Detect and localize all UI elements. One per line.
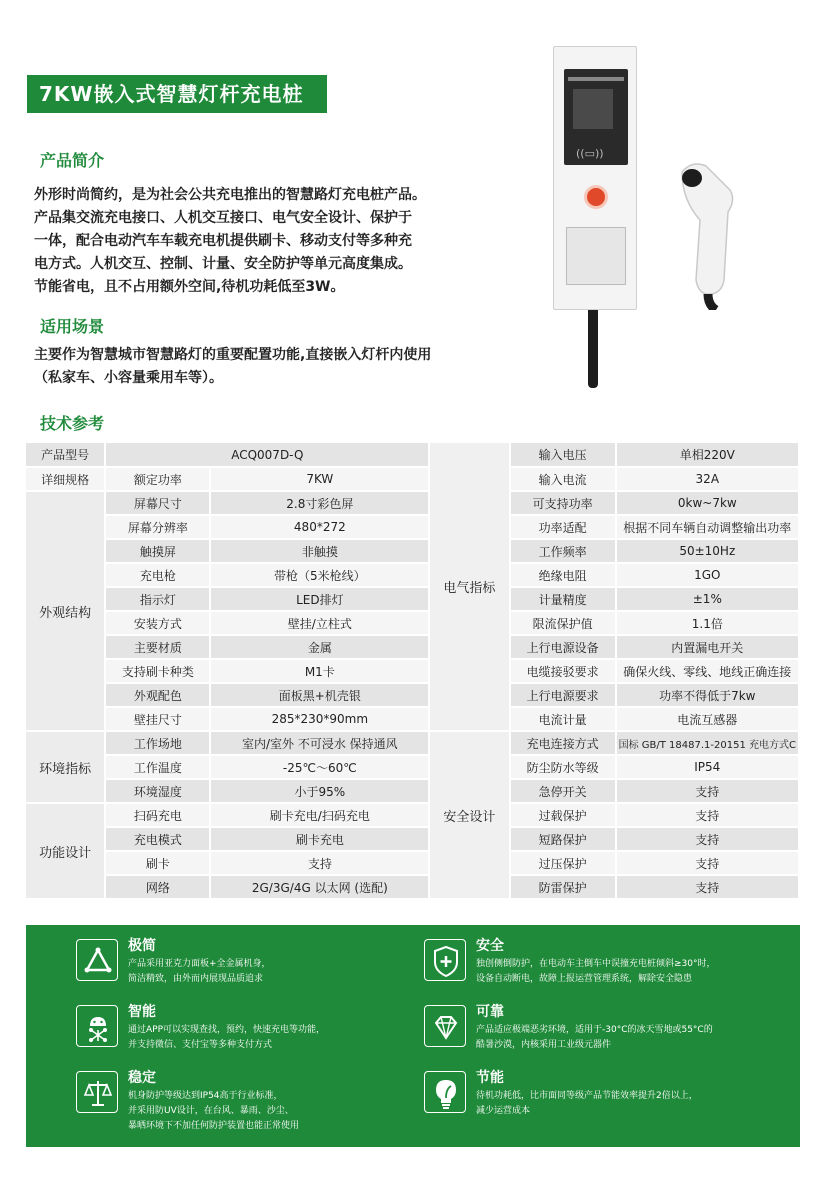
spec-key: 输入电流	[510, 467, 616, 491]
table-row	[26, 539, 799, 563]
scene-heading: 适用场景	[40, 317, 105, 336]
feature-title: 稳定	[128, 1070, 156, 1086]
features-panel	[26, 925, 800, 1147]
charging-plug-icon	[672, 160, 736, 310]
spec-key: 急停开关	[510, 779, 616, 803]
spec-value: 7KW	[210, 467, 429, 491]
spec-value: 面板黑+机壳银	[210, 683, 429, 707]
scene-line: （私家车、小容量乘用车等）。	[34, 370, 223, 386]
table-row	[26, 851, 799, 875]
intro-line: 节能省电，且不占用额外空间,待机功耗低至3W。	[34, 279, 345, 295]
table-row	[26, 515, 799, 539]
intro-line: 外形时尚简约，是为社会公共充电推出的智慧路灯充电桩产品。	[34, 187, 426, 203]
spec-key: 绝缘电阻	[510, 563, 616, 587]
spec-value: 支持	[616, 803, 799, 827]
feature-line: 设备自动断电，故障上报运营管理系统，解除安全隐患	[476, 974, 693, 984]
table-row	[26, 467, 799, 491]
intro-line: 电方式。人机交互、控制、计量、安全防护等单元高度集成。	[34, 256, 412, 272]
spec-value: 国标 GB/T 18487.1-20151 充电方式C	[616, 731, 799, 755]
table-row	[26, 587, 799, 611]
feature-description	[128, 957, 428, 987]
spec-value: 功率不得低于7kw	[616, 683, 799, 707]
table-row	[26, 443, 799, 467]
feature-description	[128, 1023, 428, 1053]
spec-value: 电流互感器	[616, 707, 799, 731]
diamond-icon	[424, 1005, 466, 1047]
spec-key: 指示灯	[105, 587, 210, 611]
device-socket	[566, 227, 626, 285]
spec-key: 额定功率	[105, 467, 210, 491]
table-row	[26, 755, 799, 779]
table-row	[26, 491, 799, 515]
spec-key: 计量精度	[510, 587, 616, 611]
table-row	[26, 731, 799, 755]
spec-value: 刷卡充电/扫码充电	[210, 803, 429, 827]
feature-title: 节能	[476, 1070, 504, 1086]
spec-value: 支持	[616, 875, 799, 899]
intro-line: 一体，配合电动汽车车载充电机提供刷卡、移动支付等多种充	[34, 233, 412, 249]
spec-key: 工作频率	[510, 539, 616, 563]
spec-key: 上行电源要求	[510, 683, 616, 707]
android-network-icon	[76, 1005, 118, 1047]
leaf-bulb-icon	[424, 1071, 466, 1113]
spec-key: 功率适配	[510, 515, 616, 539]
spec-key: 电流计量	[510, 707, 616, 731]
model-value: ACQ007D-Q	[105, 443, 429, 467]
spec-key: 防尘防水等级	[510, 755, 616, 779]
spec-value: 支持	[616, 851, 799, 875]
nfc-icon: ((▭))	[576, 147, 604, 160]
table-row	[26, 803, 799, 827]
spec-table	[26, 443, 800, 900]
table-row	[26, 635, 799, 659]
spec-key: 屏幕分辨率	[105, 515, 210, 539]
feature-description	[476, 1023, 776, 1053]
spec-key: 安装方式	[105, 611, 210, 635]
shield-plus-icon	[424, 939, 466, 981]
spec-value: 50±10Hz	[616, 539, 799, 563]
feature-title: 可靠	[476, 1004, 504, 1020]
feature-title: 安全	[476, 938, 504, 954]
spec-key: 限流保护值	[510, 611, 616, 635]
spec-key: 主要材质	[105, 635, 210, 659]
spec-value: 壁挂/立柱式	[210, 611, 429, 635]
spec-key: 充电连接方式	[510, 731, 616, 755]
spec-key: 刷卡	[105, 851, 210, 875]
spec-value: 室内/室外 不可浸水 保持通风	[210, 731, 429, 755]
detail-label: 详细规格	[26, 467, 105, 491]
spec-key: 输入电压	[510, 443, 616, 467]
table-row	[26, 611, 799, 635]
table-row	[26, 875, 799, 899]
spec-key: 环境湿度	[105, 779, 210, 803]
spec-key: 充电枪	[105, 563, 210, 587]
table-row	[26, 779, 799, 803]
feature-title: 智能	[128, 1004, 156, 1020]
spec-value: 480*272	[210, 515, 429, 539]
group-appearance: 外观结构	[26, 491, 105, 731]
device-label-strip	[568, 77, 624, 81]
spec-value: -25℃～60℃	[210, 755, 429, 779]
spec-value: 刷卡充电	[210, 827, 429, 851]
feature-line: 独创侧倒防护，在电动车主倒车中误撞充电桩倾斜≥30°时，	[476, 959, 716, 969]
table-row	[26, 707, 799, 731]
spec-key: 充电模式	[105, 827, 210, 851]
spec-value: 确保火线、零线、地线正确连接	[616, 659, 799, 683]
feature-line: 减少运营成本	[476, 1106, 531, 1116]
group-environment: 环境指标	[26, 731, 105, 803]
feature-line: 产品采用亚克力面板+全金属机身，	[128, 959, 271, 969]
scene-text	[34, 344, 431, 390]
intro-text	[34, 184, 426, 299]
spec-key: 可支持功率	[510, 491, 616, 515]
feature-line: 并支持微信、支付宝等多种支付方式	[128, 1040, 273, 1050]
emergency-stop-icon	[584, 185, 608, 209]
spec-key: 壁挂尺寸	[105, 707, 210, 731]
spec-key: 屏幕尺寸	[105, 491, 210, 515]
table-row	[26, 683, 799, 707]
balance-scale-icon	[76, 1071, 118, 1113]
spec-key: 过压保护	[510, 851, 616, 875]
feature-description	[476, 1089, 776, 1119]
feature-line: 机身防护等级达到IP54高于行业标准，	[128, 1091, 283, 1101]
feature-line: 通过APP可以实现查找，预约，快速充电等功能，	[128, 1025, 326, 1035]
spec-value: 小于95%	[210, 779, 429, 803]
feature-line: 待机功耗低，比市面同等级产品节能效率提升2倍以上，	[476, 1091, 698, 1101]
triangle-nodes-icon	[76, 939, 118, 981]
spec-value: 1.1倍	[616, 611, 799, 635]
group-electrical: 电气指标	[429, 443, 509, 731]
table-row	[26, 659, 799, 683]
model-label: 产品型号	[26, 443, 105, 467]
spec-key: 上行电源设备	[510, 635, 616, 659]
spec-value: M1卡	[210, 659, 429, 683]
spec-key: 电缆接驳要求	[510, 659, 616, 683]
spec-value: 285*230*90mm	[210, 707, 429, 731]
intro-heading: 产品简介	[40, 151, 105, 170]
spec-key: 工作场地	[105, 731, 210, 755]
feature-line: 并采用防UV设计，在台风、暴雨、沙尘、	[128, 1106, 294, 1116]
spec-value: 根据不同车辆自动调整输出功率	[616, 515, 799, 539]
spec-value: 带枪（5米枪线）	[210, 563, 429, 587]
spec-value: 2.8寸彩色屏	[210, 491, 429, 515]
charger-device-image	[553, 46, 637, 310]
spec-value: 单相220V	[616, 443, 799, 467]
spec-key: 防雷保护	[510, 875, 616, 899]
tech-heading: 技术参考	[40, 414, 105, 433]
device-screen	[573, 89, 613, 129]
spec-value: 2G/3G/4G 以太网 (选配)	[210, 875, 429, 899]
feature-line: 暴晒环境下不加任何防护装置也能正常使用	[128, 1121, 300, 1131]
spec-value: 1GO	[616, 563, 799, 587]
feature-description	[476, 957, 776, 987]
feature-line: 酷暑沙漠，内核采用工业级元器件	[476, 1040, 612, 1050]
spec-key: 扫码充电	[105, 803, 210, 827]
group-safety: 安全设计	[429, 731, 509, 899]
spec-value: 非触摸	[210, 539, 429, 563]
page-title: 7KW嵌入式智慧灯杆充电桩	[27, 75, 327, 113]
spec-value: ±1%	[616, 587, 799, 611]
spec-key: 外观配色	[105, 683, 210, 707]
feature-line: 简洁精致，由外而内展现品质追求	[128, 974, 264, 984]
spec-value: 金属	[210, 635, 429, 659]
spec-key: 网络	[105, 875, 210, 899]
spec-value: 0kw~7kw	[616, 491, 799, 515]
spec-value: 内置漏电开关	[616, 635, 799, 659]
spec-key: 短路保护	[510, 827, 616, 851]
spec-value: 支持	[210, 851, 429, 875]
spec-value: 支持	[616, 827, 799, 851]
spec-value: IP54	[616, 755, 799, 779]
group-function: 功能设计	[26, 803, 105, 899]
table-row	[26, 563, 799, 587]
spec-value: LED排灯	[210, 587, 429, 611]
spec-key: 支持刷卡种类	[105, 659, 210, 683]
feature-title: 极简	[128, 938, 156, 954]
scene-line: 主要作为智慧城市智慧路灯的重要配置功能,直接嵌入灯杆内使用	[34, 347, 432, 363]
spec-value: 32A	[616, 467, 799, 491]
table-row	[26, 827, 799, 851]
intro-line: 产品集交流充电接口、人机交互接口、电气安全设计、保护于	[34, 210, 412, 226]
spec-value: 支持	[616, 779, 799, 803]
spec-key: 触摸屏	[105, 539, 210, 563]
feature-line: 产品适应极端恶劣环境，适用于-30°C的冰天雪地或55°C的	[476, 1025, 713, 1035]
spec-key: 过载保护	[510, 803, 616, 827]
spec-key: 工作温度	[105, 755, 210, 779]
feature-description	[128, 1089, 428, 1134]
